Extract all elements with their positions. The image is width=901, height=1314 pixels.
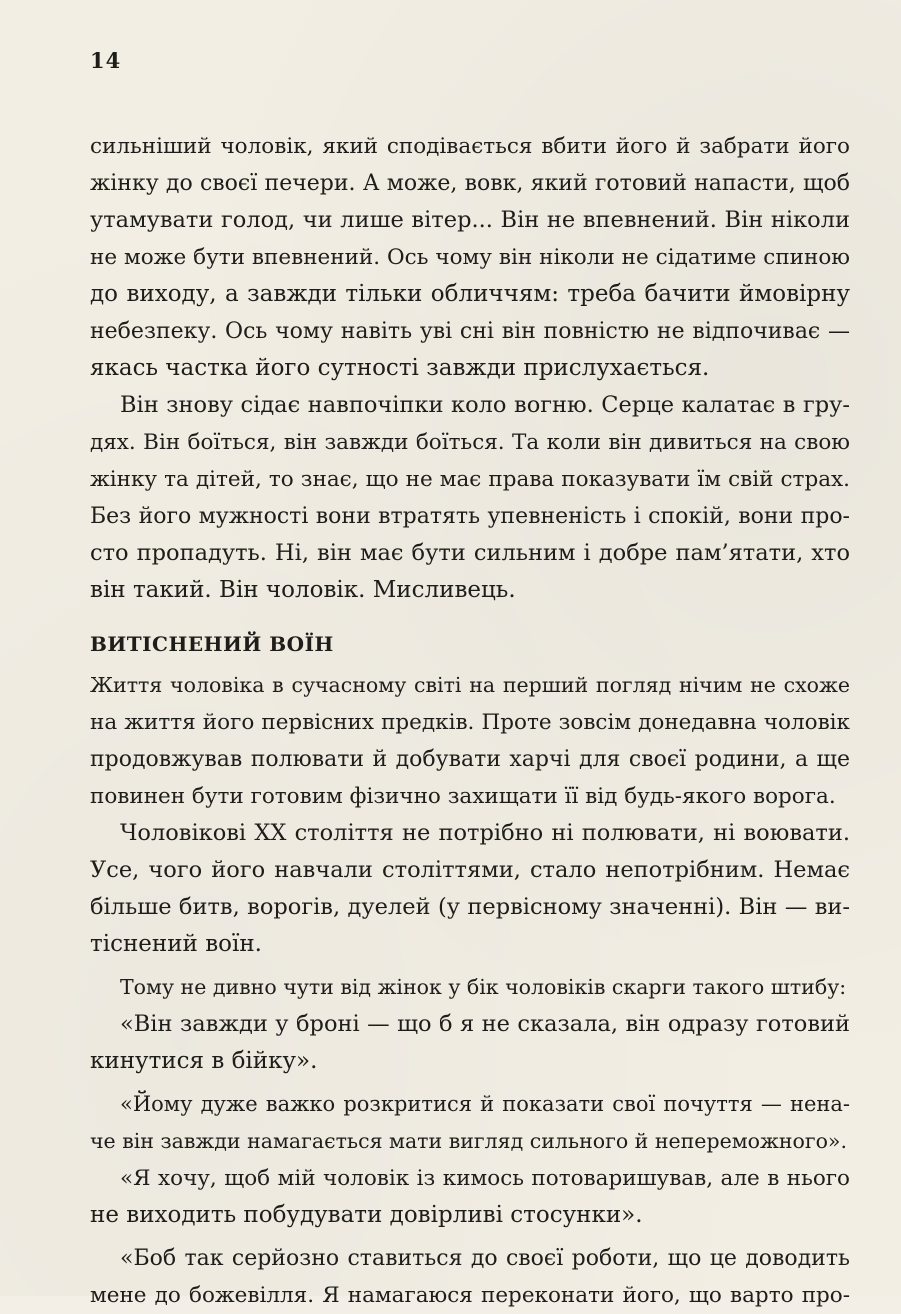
text-line: повинен бути готовим фізично захищати її від будь-якого ворога.	[90, 784, 836, 809]
text-line: жінку до своєї печери. А може, вовк, який готовий напасти, щоб	[90, 171, 850, 196]
text-line: більше битв, ворогів, дуелей (у первісному значенні). Він — ви-	[90, 894, 850, 920]
text-line: «Він завжди у броні — що б я не сказала, він одразу готовий	[120, 1011, 850, 1037]
paragraph-4	[90, 815, 850, 963]
body-text	[90, 128, 850, 1314]
text-line: він такий. Він чоловік. Мисливець.	[90, 577, 516, 603]
text-line: сильніший чоловік, який сподівається вбити його й забрати його	[90, 134, 850, 159]
quote-2	[90, 1086, 850, 1160]
text-line: до виходу, а завжди тільки обличчям: треба бачити ймовірну	[90, 281, 850, 307]
text-line: Без його мужності вони втратять упевненість і спокій, вони про-	[90, 504, 850, 529]
text-line: дях. Він боїться, він завжди боїться. Та коли він дивиться на свою	[90, 430, 850, 455]
text-line: че він завжди намагається мати вигляд сильного й непереможного».	[90, 1129, 847, 1153]
text-line: «Йому дуже важко розкритися й показати свої почуття — нена-	[120, 1092, 850, 1116]
text-line: «Боб так серйозно ставиться до своєї роботи, що це доводить	[120, 1246, 850, 1271]
paragraph-3	[90, 667, 850, 815]
text-line: Чоловікові XX століття не потрібно ні полювати, ні воювати.	[120, 820, 850, 846]
text-line: Усе, чого його навчали століттями, стало непотрібним. Немає	[90, 857, 850, 883]
text-line: кинутися в бійку».	[90, 1048, 318, 1074]
text-line: не може бути впевнений. Ось чому він ніколи не сідатиме спиною	[90, 245, 850, 270]
quote-1	[90, 1006, 850, 1080]
text-line: на життя його первісних предків. Проте зовсім донедавна чоловік	[90, 710, 850, 735]
text-line: утамувати голод, чи лише вітер... Він не впевнений. Він ніколи	[90, 207, 850, 233]
text-line: не виходить побудувати довірливі стосунки».	[90, 1202, 643, 1228]
text-line: «Я хочу, щоб мій чоловік із кимось потоваришував, але в нього	[120, 1166, 850, 1191]
text-line: жінку та дітей, то знає, що не має права показувати їм свій страх.	[90, 467, 850, 492]
text-line: небезпеку. Ось чому навіть уві сні він повністю не відпочиває —	[90, 319, 850, 344]
text-line: Життя чоловіка в сучасному світі на перший погляд нічим не схоже	[90, 673, 850, 697]
paragraph-5	[90, 969, 850, 1006]
quote-4	[90, 1240, 850, 1314]
text-line: Тому не дивно чути від жінок у бік чоловіків скарги такого штибу:	[120, 975, 847, 999]
paragraph-1	[90, 128, 850, 387]
text-line: Він знову сідає навпочіпки коло вогню. Серце калатає в гру-	[120, 392, 850, 418]
text-line: тіснений воїн.	[90, 931, 262, 957]
quote-3	[90, 1160, 850, 1234]
text-line: продовжував полювати й добувати харчі для своєї родини, а ще	[90, 747, 850, 772]
page-number: 14	[90, 48, 122, 73]
paragraph-2	[90, 387, 850, 609]
text-line: мене до божевілля. Я намагаюся переконати його, що варто про-	[90, 1283, 850, 1308]
text-line: сто пропадуть. Ні, він має бути сильним і добре пам’ятати, хто	[90, 540, 850, 566]
text-line: якась частка його сутності завжди прислухається.	[90, 355, 710, 381]
section-heading: ВИТІСНЕНИЙ ВОЇН	[90, 632, 334, 656]
